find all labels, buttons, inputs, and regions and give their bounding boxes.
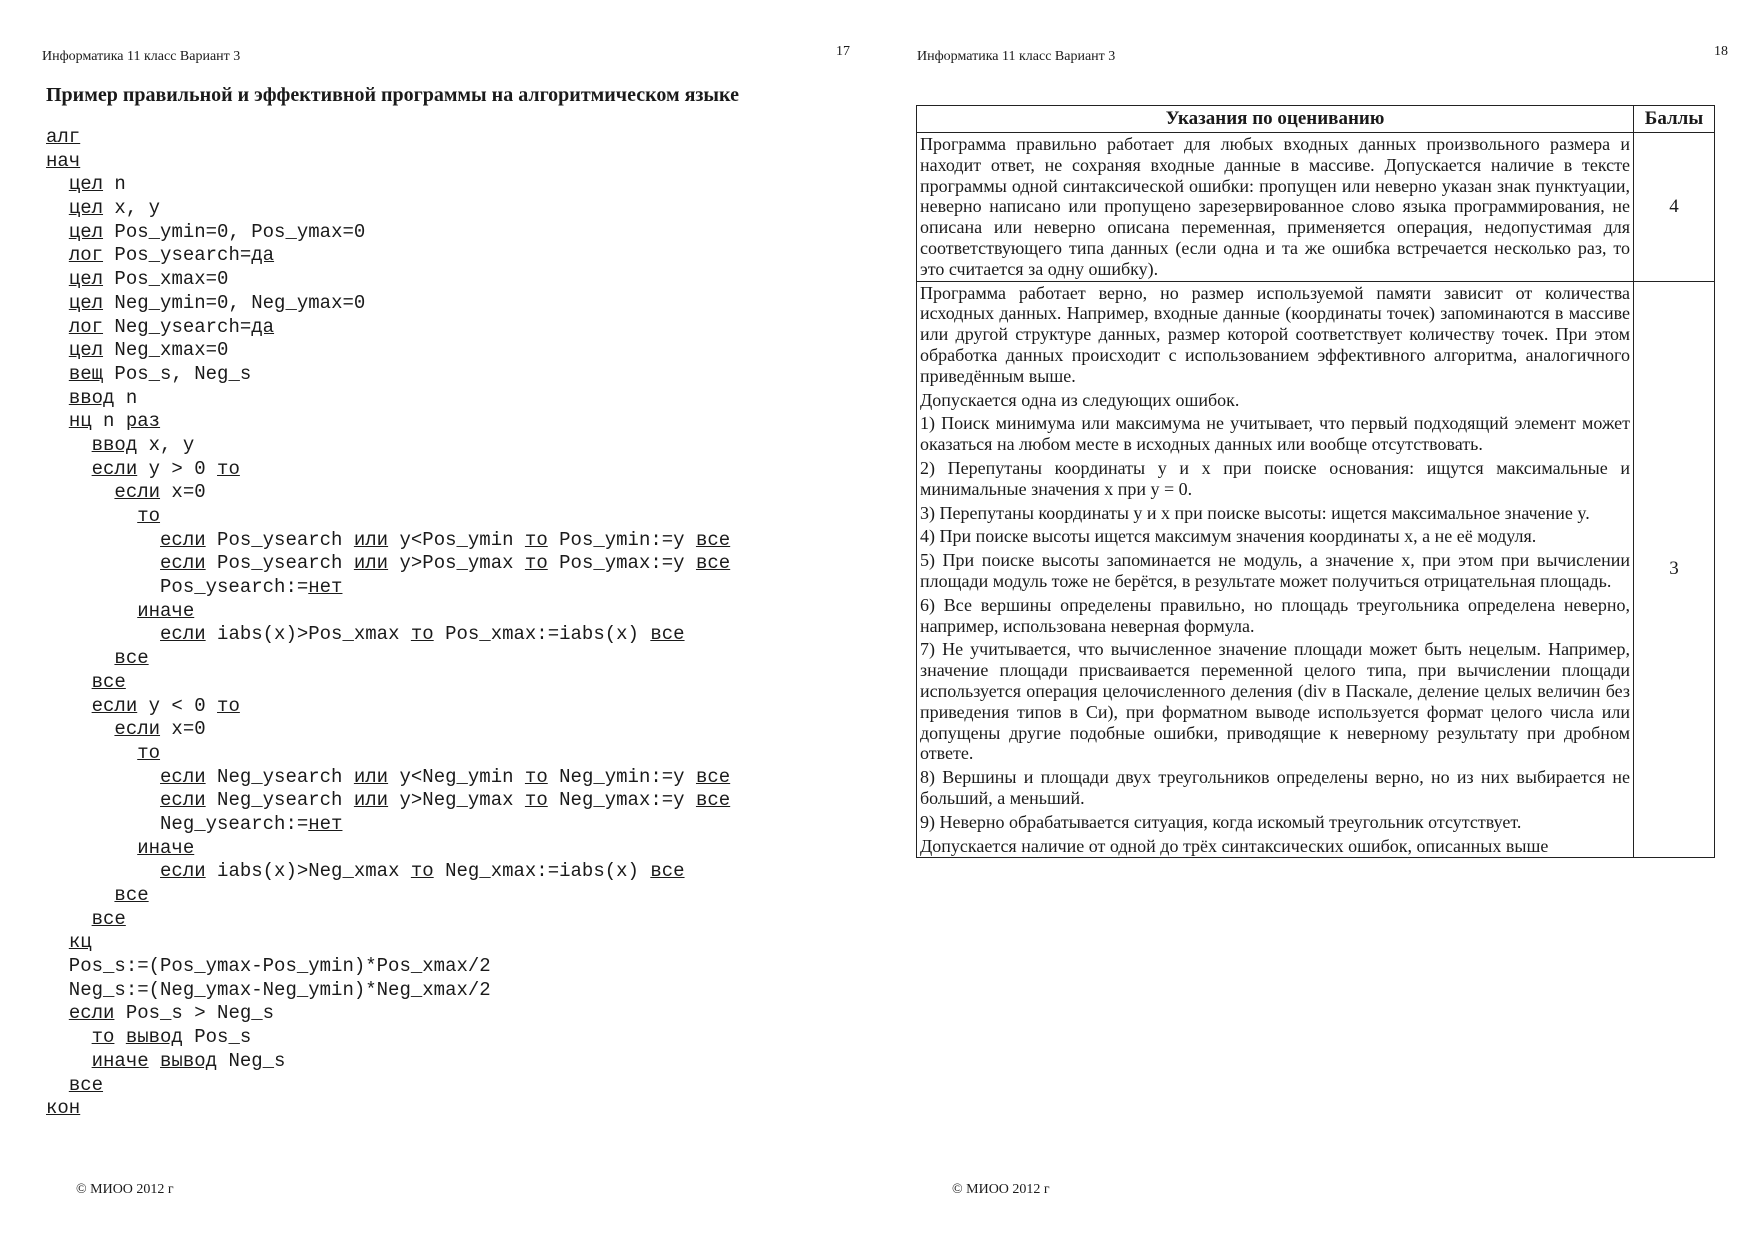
- code-text: [46, 1002, 69, 1024]
- code-line: [46, 505, 730, 529]
- code-keyword: если: [160, 528, 206, 551]
- code-line: [46, 292, 730, 316]
- table-row: [917, 133, 1715, 282]
- code-listing: [46, 126, 730, 1121]
- right-page-footer: © МИОО 2012 г: [952, 1182, 1050, 1197]
- criteria-paragraph: Программа работает верно, но размер используемой памяти зависит от количества исходных данных. Например, входные данные (координаты точек) запоминаются в массиве или другой структуре данных, размер которой соответствует количеству точек. При этом обработка данных происходит с использованием эффективного алгоритма, аналогичного приведённым выше.: [920, 282, 1630, 386]
- code-keyword: то: [524, 789, 548, 812]
- left-page-footer: © МИОО 2012 г: [76, 1182, 174, 1197]
- code-line: [46, 481, 730, 505]
- code-text: [46, 908, 92, 930]
- code-keyword: если: [68, 1002, 115, 1025]
- code-text: Neg_ysearch: [205, 789, 354, 812]
- code-text: n: [114, 386, 138, 409]
- code-text: Pos_ysearch=: [103, 244, 252, 267]
- code-text: y < 0: [137, 694, 218, 717]
- code-keyword: алг: [46, 126, 81, 148]
- code-keyword: то: [524, 765, 548, 788]
- code-text: [46, 718, 114, 740]
- points-cell: 3: [1634, 281, 1715, 858]
- code-text: Pos_ysearch: [205, 552, 354, 575]
- code-text: [46, 244, 69, 266]
- code-text: [46, 363, 69, 385]
- criteria-paragraph: 8) Вершины и площади двух треугольников определены верно, но из них выбирается не больший, а меньший.: [920, 767, 1630, 808]
- code-line: [46, 813, 730, 837]
- code-text: [46, 410, 69, 432]
- code-keyword: нет: [308, 576, 343, 599]
- code-keyword: то: [410, 623, 434, 646]
- code-text: y>Neg_ymax: [388, 789, 525, 812]
- criteria-paragraph: 1) Поиск минимума или максимума не учитывает, что первый подходящий элемент может оказаться на любом месте в исходных данных или вообще отсутствовать.: [920, 413, 1630, 455]
- code-keyword: раз: [125, 410, 161, 433]
- code-line: [46, 718, 730, 742]
- code-text: y > 0: [137, 457, 218, 480]
- code-text: iabs(x)>Pos_xmax: [205, 623, 411, 646]
- code-text: Pos_ymin:=y: [547, 528, 696, 551]
- code-text: [46, 552, 160, 574]
- code-text: iabs(x)>Neg_xmax: [205, 860, 411, 883]
- code-keyword: то: [91, 1026, 115, 1049]
- code-line: [46, 931, 730, 955]
- code-keyword: то: [410, 860, 434, 883]
- code-line: [46, 387, 730, 411]
- code-line: [46, 434, 730, 458]
- code-text: [46, 789, 160, 811]
- code-line: [46, 1050, 730, 1074]
- program-title: Пример правильной и эффективной программы на алгоритмическом языке: [46, 84, 739, 106]
- code-text: n: [103, 173, 126, 196]
- code-text: Pos_ymin=0, Pos_ymax=0: [103, 220, 366, 243]
- code-line: [46, 1074, 730, 1098]
- code-text: Pos_ysearch:=: [46, 576, 309, 599]
- code-text: Neg_s: [217, 1049, 286, 1072]
- code-keyword: все: [695, 528, 731, 551]
- code-text: [46, 884, 114, 906]
- code-keyword: цел: [68, 339, 104, 362]
- grading-table: [916, 105, 1715, 858]
- code-keyword: иначе: [91, 1049, 149, 1072]
- code-keyword: вещ: [68, 362, 104, 385]
- criteria-paragraph: 3) Перепутаны координаты y и x при поиске высоты: ищется максимальное значение y.: [920, 502, 1590, 523]
- code-text: Neg_xmax:=iabs(x): [433, 860, 651, 883]
- code-keyword: все: [114, 884, 149, 906]
- code-text: Neg_ymax:=y: [547, 789, 696, 812]
- code-keyword: если: [91, 457, 138, 480]
- points-column-header: Баллы: [1634, 106, 1715, 133]
- code-text: [46, 529, 160, 551]
- code-line: [46, 979, 730, 1003]
- code-keyword: или: [353, 528, 389, 551]
- code-line: [46, 884, 730, 908]
- code-keyword: то: [217, 457, 240, 480]
- code-text: [46, 671, 92, 693]
- code-keyword: все: [91, 670, 126, 693]
- code-keyword: все: [695, 552, 731, 575]
- code-line: [46, 623, 730, 647]
- code-text: [46, 339, 69, 361]
- code-keyword: цел: [68, 220, 104, 243]
- code-line: [46, 221, 730, 245]
- code-text: [46, 1074, 69, 1096]
- code-line: [46, 766, 730, 790]
- code-line: [46, 244, 730, 268]
- code-keyword: цел: [68, 268, 104, 291]
- code-text: [46, 623, 160, 645]
- code-text: Neg_ysearch: [205, 765, 354, 788]
- code-text: x, y: [103, 197, 161, 220]
- code-text: [46, 695, 92, 717]
- criteria-paragraph: 2) Перепутаны координаты y и x при поиске основания: ищутся максимальные и минимальные значения x при y = 0.: [920, 457, 1630, 499]
- code-text: Neg_ymin:=y: [547, 765, 696, 788]
- code-keyword: все: [91, 907, 126, 930]
- code-keyword: лог: [68, 315, 104, 338]
- code-text: [46, 931, 69, 953]
- code-line: [46, 576, 730, 600]
- code-text: Neg_xmax=0: [103, 339, 229, 362]
- code-keyword: если: [160, 765, 206, 788]
- code-keyword: все: [650, 623, 685, 646]
- code-keyword: нач: [46, 149, 81, 172]
- code-keyword: все: [68, 1073, 104, 1096]
- code-keyword: да: [251, 244, 275, 267]
- code-keyword: если: [160, 860, 206, 883]
- code-line: [46, 860, 730, 884]
- code-line: [46, 1097, 730, 1121]
- code-text: [46, 481, 114, 503]
- code-text: y<Pos_ymin: [388, 528, 525, 551]
- code-text: [46, 647, 114, 669]
- criteria-paragraph: Допускается наличие от одной до трёх синтаксических ошибок, описанных выше: [920, 835, 1549, 856]
- code-keyword: иначе: [137, 599, 195, 622]
- code-keyword: если: [91, 694, 138, 717]
- code-line: [46, 268, 730, 292]
- code-keyword: нц: [68, 410, 92, 433]
- criteria-paragraph: Допускается одна из следующих ошибок.: [920, 389, 1240, 410]
- code-keyword: или: [353, 789, 389, 812]
- code-keyword: если: [160, 623, 206, 646]
- code-text: [46, 766, 160, 788]
- code-line: [46, 671, 730, 695]
- code-keyword: все: [695, 765, 731, 788]
- code-text: x, y: [137, 433, 195, 456]
- code-keyword: все: [650, 860, 685, 883]
- code-keyword: если: [160, 552, 206, 575]
- code-keyword: лог: [68, 244, 104, 267]
- left-page-header: Информатика 11 класс Вариант 3: [42, 49, 241, 64]
- code-line: [46, 197, 730, 221]
- code-text: [46, 860, 160, 882]
- code-line: [46, 150, 730, 174]
- code-text: [46, 197, 69, 219]
- code-line: [46, 1026, 730, 1050]
- code-line: [46, 363, 730, 387]
- code-text: Pos_ysearch: [205, 528, 354, 551]
- criteria-paragraph: 6) Все вершины определены правильно, но площадь треугольника определена неверно, например, использована неверная формула.: [920, 594, 1630, 636]
- code-keyword: если: [114, 481, 161, 504]
- code-keyword: если: [160, 789, 206, 812]
- code-keyword: или: [353, 552, 389, 575]
- code-text: [114, 1026, 125, 1048]
- code-text: [46, 173, 69, 195]
- code-line: [46, 126, 730, 150]
- code-keyword: все: [114, 647, 149, 670]
- code-line: [46, 458, 730, 482]
- code-line: [46, 600, 730, 624]
- code-text: [46, 505, 137, 527]
- code-text: [149, 1050, 160, 1072]
- code-keyword: вывод: [125, 1026, 183, 1049]
- code-keyword: нет: [308, 812, 343, 835]
- code-text: Pos_s > Neg_s: [114, 1002, 275, 1025]
- points-cell: 4: [1634, 133, 1715, 282]
- code-keyword: ввод: [68, 386, 115, 409]
- code-text: Pos_xmax:=iabs(x): [433, 623, 651, 646]
- criteria-paragraph: 4) При поиске высоты ищется максимум значения координаты x, а не её модуля.: [920, 526, 1537, 547]
- code-text: [46, 434, 92, 456]
- code-text: [46, 316, 69, 338]
- code-line: [46, 1002, 730, 1026]
- code-line: [46, 955, 730, 979]
- code-text: [46, 742, 137, 764]
- code-text: Pos_s:=(Pos_ymax-Pos_ymin)*Pos_xmax/2: [46, 955, 491, 978]
- code-keyword: кон: [46, 1097, 81, 1120]
- code-text: Pos_s, Neg_s: [103, 362, 252, 385]
- code-text: [46, 292, 69, 314]
- code-keyword: все: [695, 789, 731, 812]
- criteria-paragraph: 5) При поиске высоты запоминается не модуль, а значение x, при этом при вычислении площади модуль тоже не берётся, в результате может получиться отрицательная площадь.: [920, 550, 1630, 591]
- code-text: y<Neg_ymin: [388, 765, 525, 788]
- code-text: Neg_ysearch:=: [46, 812, 309, 835]
- code-text: Neg_ysearch=: [103, 315, 252, 338]
- code-text: [46, 1050, 92, 1072]
- code-text: [46, 387, 69, 409]
- code-line: [46, 908, 730, 932]
- code-keyword: цел: [68, 197, 104, 220]
- criteria-paragraph: 9) Неверно обрабатывается ситуация, когда искомый треугольник отсутствует.: [920, 811, 1522, 832]
- code-line: [46, 529, 730, 553]
- table-row: [917, 281, 1715, 858]
- criteria-paragraph: Программа правильно работает для любых входных данных произвольного размера и находит ответ, не сохраняя входные данные в массиве. Допускается наличие в тексте программы одной синтаксической ошибки: пропущен или неверно указан знак пунктуации, неверно написано или пропущено зарезервированное слово языка программирования, не описана или неверно описана переменная, применяется операция, недопустимая для соответствующего типа данных (если одна и та же ошибка встречается несколько раз, то это считается за одну ошибку).: [920, 134, 1630, 279]
- code-keyword: или: [353, 765, 389, 788]
- right-page-header: Информатика 11 класс Вариант 3: [917, 49, 1116, 64]
- code-keyword: ввод: [91, 433, 138, 456]
- code-text: Neg_ymin=0, Neg_ymax=0: [103, 291, 366, 314]
- code-text: Neg_s:=(Neg_ymax-Neg_ymin)*Neg_xmax/2: [46, 978, 491, 1001]
- code-text: [46, 268, 69, 290]
- code-text: Pos_ymax:=y: [547, 552, 696, 575]
- code-text: [46, 221, 69, 243]
- code-keyword: то: [137, 741, 161, 764]
- criteria-cell: [917, 281, 1634, 858]
- code-keyword: иначе: [137, 836, 195, 859]
- code-line: [46, 647, 730, 671]
- left-page-number: 17: [836, 44, 850, 59]
- code-keyword: если: [114, 718, 161, 741]
- table-header-row: [917, 106, 1715, 133]
- code-keyword: кц: [68, 931, 92, 954]
- code-text: x=0: [160, 718, 206, 741]
- code-text: n: [91, 410, 126, 433]
- code-line: [46, 837, 730, 861]
- code-keyword: цел: [68, 173, 104, 196]
- right-page-number: 18: [1714, 44, 1728, 59]
- code-keyword: цел: [68, 291, 104, 314]
- code-line: [46, 173, 730, 197]
- code-line: [46, 339, 730, 363]
- code-text: Pos_xmax=0: [103, 268, 229, 291]
- code-line: [46, 695, 730, 719]
- code-text: [46, 458, 92, 480]
- code-text: [46, 600, 137, 622]
- criteria-column-header: Указания по оцениванию: [917, 106, 1634, 133]
- code-keyword: то: [217, 694, 240, 717]
- code-line: [46, 789, 730, 813]
- code-text: Pos_s: [182, 1026, 252, 1049]
- code-keyword: вывод: [160, 1049, 218, 1072]
- code-line: [46, 552, 730, 576]
- code-line: [46, 316, 730, 340]
- code-text: y>Pos_ymax: [388, 552, 525, 575]
- criteria-cell: [917, 133, 1634, 282]
- code-keyword: да: [251, 315, 275, 338]
- criteria-paragraph: 7) Не учитывается, что вычисленное значение площади может быть нецелым. Например, значение площади присваивается переменной целого типа, при вычислении площади используется операция целочисленного деления (div в Паскале, деление целых величин без приведения типов в Си), при форматном выводе используется формат целого числа или допущены другие подобные ошибки, приводящие к неверному результату при дробном ответе.: [920, 639, 1630, 764]
- code-text: x=0: [160, 481, 206, 504]
- code-text: [46, 1026, 92, 1048]
- code-line: [46, 742, 730, 766]
- code-text: [46, 837, 137, 859]
- code-keyword: то: [524, 528, 548, 551]
- code-keyword: то: [137, 505, 161, 527]
- code-line: [46, 410, 730, 434]
- code-keyword: то: [524, 552, 548, 575]
